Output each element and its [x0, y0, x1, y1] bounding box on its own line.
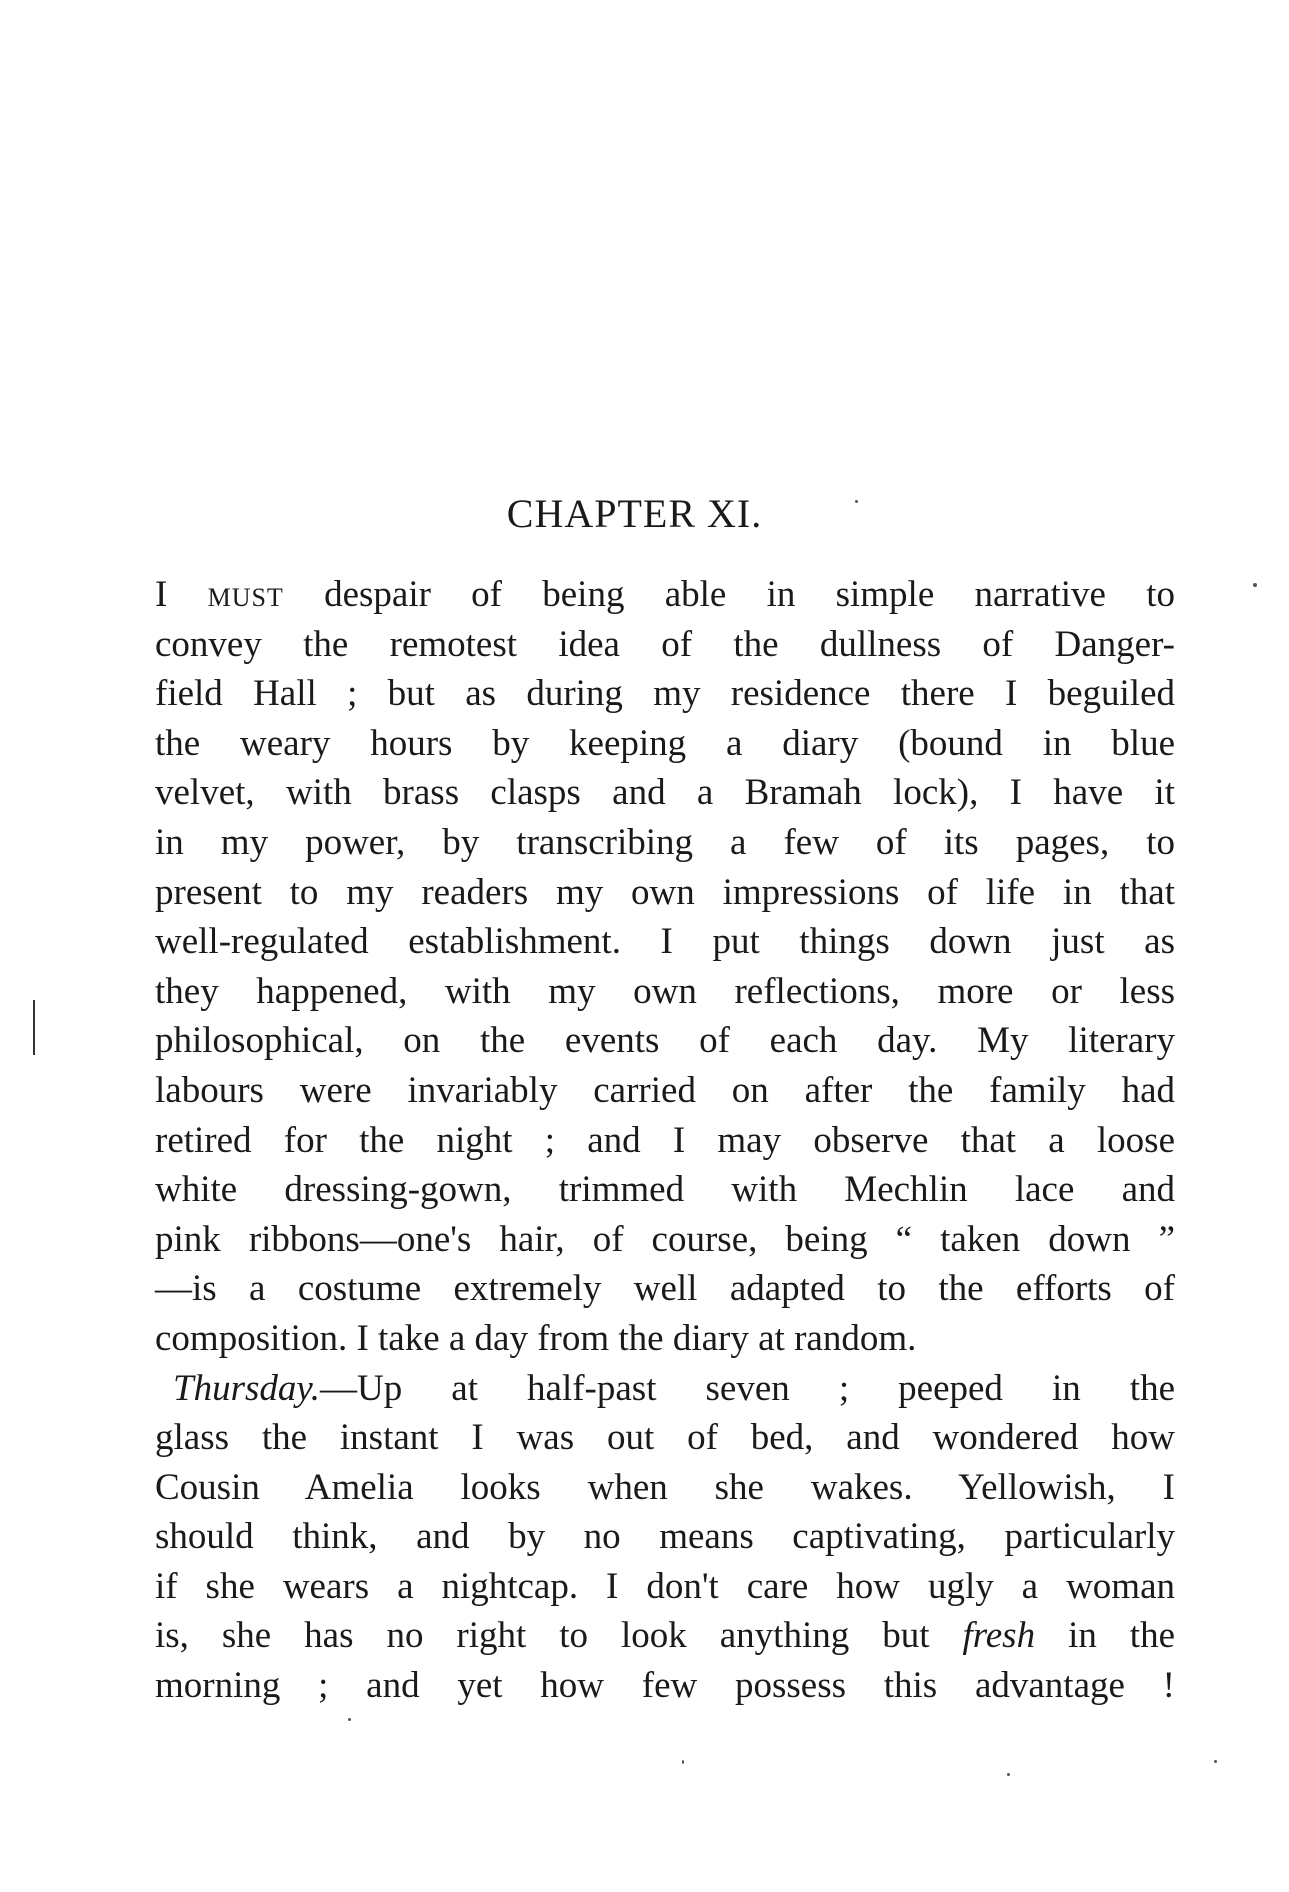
paragraph-1-line-14: pink ribbons—one's hair, of course, being “ taken down ”	[155, 1218, 1175, 1260]
scan-speck	[1253, 583, 1257, 587]
chapter-heading-text: CHAPTER XI.	[506, 491, 763, 536]
scan-speck	[348, 1718, 351, 1721]
line-text: despair of being able in simple narrative to	[324, 574, 1175, 615]
paragraph-2-line-2: glass the instant I was out of bed, and wondered how	[155, 1417, 1175, 1459]
paragraph-2-line-6	[155, 1611, 1175, 1661]
paragraph-1-line-7: present to my readers my own impressions of life in that	[155, 871, 1175, 913]
paragraph-1-line-13: white dressing-gown, trimmed with Mechlin lace and	[155, 1169, 1175, 1211]
paragraph-2-line-4: should think, and by no means captivating, particularly	[155, 1516, 1175, 1558]
line-text: is, she has no right to look anything but	[155, 1615, 930, 1657]
paragraph-1-line-2: convey the remotest idea of the dullness of Danger-	[155, 623, 1175, 665]
paragraph-1-line-9: they happened, with my own reflections, more or less	[155, 970, 1175, 1012]
scan-speck	[682, 1760, 684, 1764]
opening-smallcaps: must	[207, 574, 284, 615]
paragraph-2-line-7: morning ; and yet how few possess this advantage !	[155, 1665, 1175, 1707]
paragraph-1-line-4: the weary hours by keeping a diary (bound in blue	[155, 722, 1175, 764]
paragraph-1-line-3: field Hall ; but as during my residence there I beguiled	[155, 673, 1175, 715]
paragraph-1-line-15: —is a costume extremely well adapted to the efforts of	[155, 1268, 1175, 1310]
paragraph-2-line-5: if she wears a nightcap. I don't care how ugly a woman	[155, 1565, 1175, 1607]
body-text	[155, 570, 1175, 1711]
margin-mark	[33, 1000, 35, 1055]
paragraph-1-line-10: philosophical, on the events of each day. My literary	[155, 1020, 1175, 1062]
scan-speck	[1214, 1760, 1217, 1763]
paragraph-2-line-1	[155, 1364, 1175, 1414]
emphasis-word: fresh	[962, 1615, 1036, 1657]
paragraph-1-line-6: in my power, by transcribing a few of its pages, to	[155, 821, 1175, 863]
paragraph-2-line-3: Cousin Amelia looks when she wakes. Yellowish, I	[155, 1466, 1175, 1508]
paragraph-1-line-8: well-regulated establishment. I put things down just as	[155, 921, 1175, 963]
day-label: Thursday.	[173, 1367, 321, 1409]
paragraph-1-line-16: composition. I take a day from the diary at random.	[155, 1317, 917, 1359]
paragraph-1-line-5: velvet, with brass clasps and a Bramah lock), I have it	[155, 772, 1175, 814]
scan-speck	[855, 500, 858, 503]
paragraph-1-line-11: labours were invariably carried on after the family had	[155, 1069, 1175, 1111]
line-text: —Up at half-past seven ; peeped in the	[320, 1367, 1175, 1409]
line-text: in the	[1068, 1615, 1176, 1657]
chapter-heading	[0, 490, 1289, 537]
opening-word: I	[155, 574, 168, 615]
paragraph-1-line-12: retired for the night ; and I may observe that a loose	[155, 1119, 1175, 1161]
scan-speck	[1007, 1773, 1010, 1776]
paragraph-1-line-1	[155, 570, 1175, 620]
